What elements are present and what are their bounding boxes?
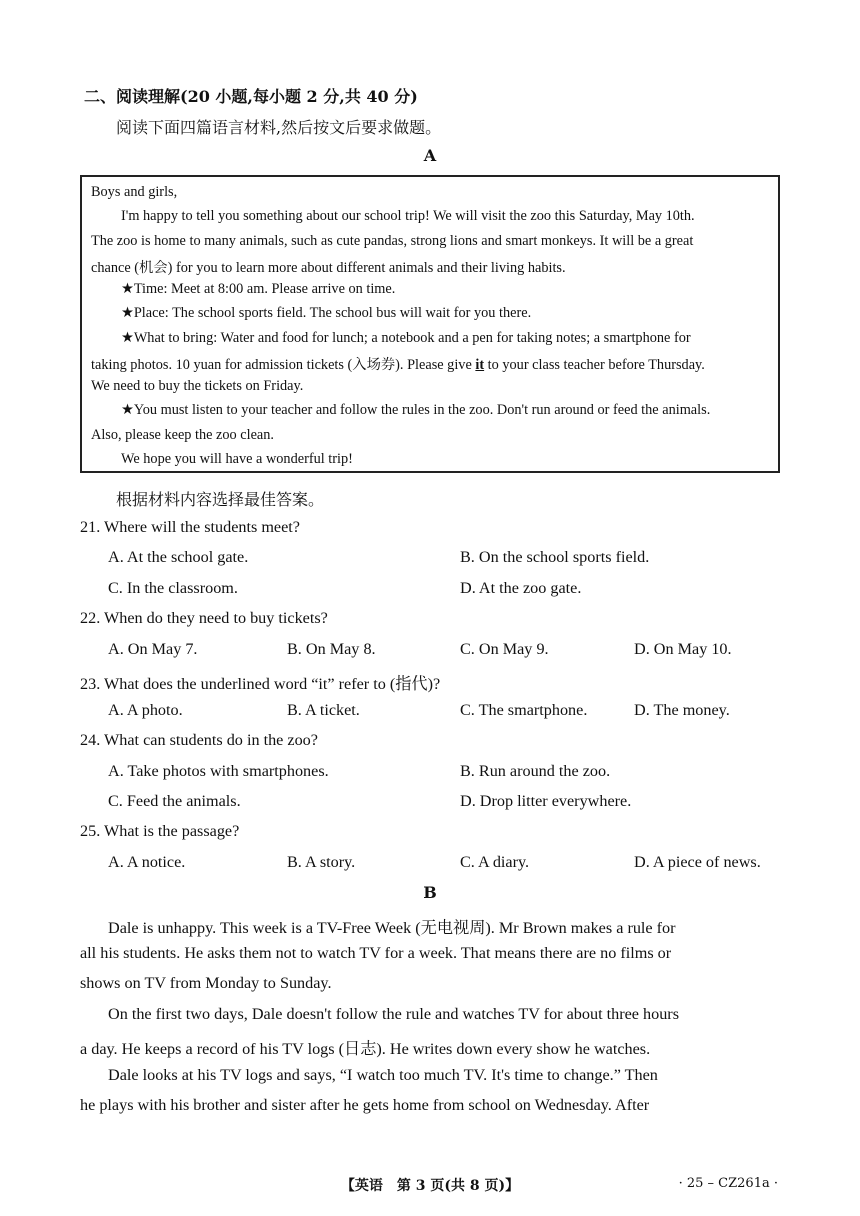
notice-time: ★Time: Meet at 8:00 am. Please arrive on time. [121, 281, 396, 297]
notice-line: We need to buy the tickets on Friday. [91, 378, 304, 394]
notice-line: I'm happy to tell you something about our school trip! We will visit the zoo this Saturday, May 10th. [121, 208, 695, 224]
notice-bring: ★What to bring: Water and food for lunch; a notebook and a pen for taking notes; a smartphone for [121, 330, 691, 346]
option[interactable]: C. A diary. [460, 853, 530, 871]
option[interactable]: A. On May 7. [108, 640, 198, 658]
option[interactable]: A. A photo. [108, 701, 183, 719]
notice-closing: We hope you will have a wonderful trip! [121, 451, 353, 467]
option[interactable]: B. On the school sports field. [460, 548, 650, 566]
option[interactable]: C. In the classroom. [108, 579, 238, 597]
notice-place: ★Place: The school sports field. The school bus will wait for you there. [121, 305, 532, 321]
option[interactable]: C. On May 9. [460, 640, 549, 658]
option[interactable]: C. Feed the animals. [108, 792, 241, 810]
question-stem: 23. What does the underlined word “it” refer to (指代)? [80, 675, 441, 693]
passage-b-line: all his students. He asks them not to watch TV for a week. That means there are no films or [80, 944, 672, 962]
passage-a-letter: A [423, 146, 437, 165]
section-title: 二、阅读理解(20 小题,每小题 2 分,共 40 分) [84, 87, 418, 106]
option[interactable]: D. A piece of news. [634, 853, 761, 871]
passage-b-line: a day. He keeps a record of his TV logs (日志). He writes down every show he watches. [80, 1040, 651, 1058]
question-stem: 25. What is the passage? [80, 822, 240, 840]
passage-b-line: Dale is unhappy. This week is a TV-Free Week (无电视周). Mr Brown makes a rule for [108, 919, 676, 937]
underlined-word-it: it [475, 357, 485, 373]
option[interactable]: D. At the zoo gate. [460, 579, 582, 597]
option[interactable]: D. On May 10. [634, 640, 732, 658]
option[interactable]: C. The smartphone. [460, 701, 588, 719]
option[interactable]: A. A notice. [108, 853, 186, 871]
passage-b-letter: B [423, 883, 437, 902]
option[interactable]: A. Take photos with smartphones. [108, 762, 329, 780]
footer-page-info: 【英语 第 3 页(共 8 页)】 [340, 1178, 520, 1194]
passage-b-line: On the first two days, Dale doesn't follow the rule and watches TV for about three hours [108, 1005, 679, 1023]
question-instruction: 根据材料内容选择最佳答案。 [116, 490, 325, 509]
option[interactable]: D. Drop litter everywhere. [460, 792, 632, 810]
notice-greeting: Boys and girls, [91, 184, 178, 200]
notice-line: chance (机会) for you to learn more about different animals and their living habits. [91, 260, 566, 276]
passage-b-line: Dale looks at his TV logs and says, “I watch too much TV. It's time to change.” Then [108, 1066, 658, 1084]
footer-code: · 25 – CZ261a · [678, 1176, 778, 1191]
notice-rules: ★You must listen to your teacher and follow the rules in the zoo. Don't run around or feed the animals. [121, 402, 711, 418]
option[interactable]: B. A ticket. [287, 701, 360, 719]
option[interactable]: B. On May 8. [287, 640, 376, 658]
option[interactable]: D. The money. [634, 701, 730, 719]
option[interactable]: B. Run around the zoo. [460, 762, 611, 780]
notice-line: The zoo is home to many animals, such as cute pandas, strong lions and smart monkeys. It will be a great [91, 233, 694, 249]
passage-b-line: he plays with his brother and sister after he gets home from school on Wednesday. After [80, 1096, 650, 1114]
passage-b-line: shows on TV from Monday to Sunday. [80, 974, 332, 992]
section-instruction: 阅读下面四篇语言材料,然后按文后要求做题。 [116, 118, 442, 137]
question-stem: 22. When do they need to buy tickets? [80, 609, 328, 627]
notice-line: Also, please keep the zoo clean. [91, 427, 275, 443]
option[interactable]: A. At the school gate. [108, 548, 249, 566]
notice-bring-line2: taking photos. 10 yuan for admission tickets (入场券). Please give it to your class teacher before Thursday. [91, 357, 705, 373]
question-stem: 24. What can students do in the zoo? [80, 731, 318, 749]
option[interactable]: B. A story. [287, 853, 356, 871]
question-stem: 21. Where will the students meet? [80, 518, 300, 536]
